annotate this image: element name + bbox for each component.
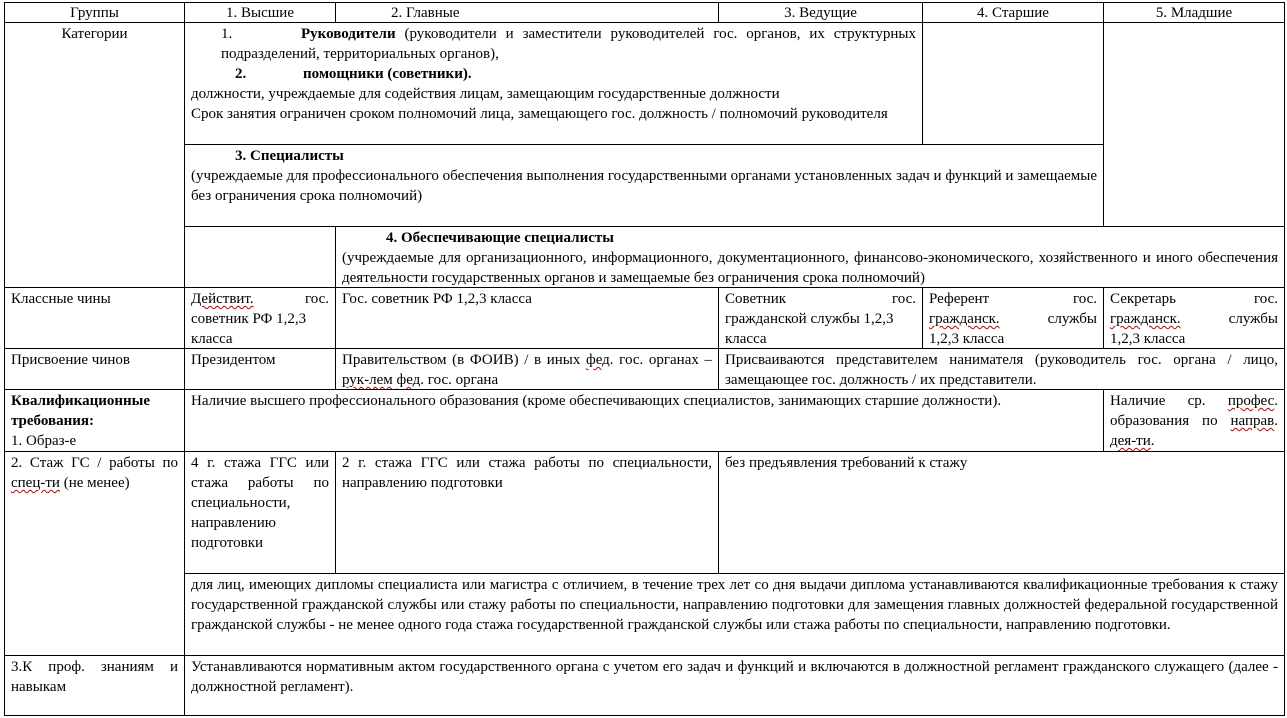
cat4-desc: (учреждаемые для организационного, информационного, документационного, финансово-экономического, хозяйственного и иного обеспечения деятельности государственных органов и замещаемые без ограничения срока полномочий) (342, 250, 1278, 286)
qual-label-sub: 1. Образ-е (11, 433, 77, 449)
category-managers-assistants (184, 22, 923, 145)
header-group-5: 5. Младшие (1103, 2, 1285, 23)
experience-label (4, 451, 185, 656)
category-support-specialists (335, 226, 1285, 288)
rank-g5-w4: службы (1228, 311, 1278, 327)
rank-g1-w2: гос. (304, 291, 329, 307)
experience-groups-3-5: без предъявления требований к стажу (718, 451, 1285, 574)
cat1-title: Руководители (301, 26, 396, 42)
exp-label-a: 2. Стаж ГС / работы по (11, 455, 178, 471)
assign-g2-fed1: фед (585, 352, 610, 368)
rank-g4-rest: 1,2,3 класса (929, 331, 1005, 347)
qual-secondary-education (1103, 389, 1285, 452)
categories-label: Категории (4, 22, 185, 288)
assign-group-2 (335, 348, 719, 390)
rank-g5-w3: гражданск. (1110, 311, 1181, 327)
qual-higher-education: Наличие высшего профессионального образования (кроме обеспечивающих специалистов, занимающих старшие должности). (184, 389, 1104, 452)
rank-g1-rest: советник РФ 1,2,3 класса (191, 311, 307, 347)
rank-g4-w2: гос. (1072, 291, 1097, 307)
assign-g2-fed2: фед (396, 372, 421, 388)
rank-g4-w1: Референт (929, 291, 990, 307)
qual-sec-naprav: направ (1230, 413, 1275, 429)
cat2-num: 2. (235, 66, 247, 82)
assign-g2-a: Правительством (в ФОИВ) / в иных (342, 352, 586, 368)
assign-label: Присвоение чинов (4, 348, 185, 390)
qual-education-label (4, 389, 185, 452)
assign-groups-3-5: Присваиваются представителем нанимателя (руководитель гос. органа / лицо, замещающее гос. должность / их представители. (718, 348, 1285, 390)
ranks-label: Классные чины (4, 287, 185, 349)
skills-text: Устанавливаются нормативным актом государственного органа с учетом его задач и функций и включаются в должностной регламент гражданского служащего (далее - должностной регламент). (184, 655, 1285, 716)
rank-g3-w1: Советник (725, 291, 787, 307)
rank-group-5 (1103, 287, 1285, 349)
qual-sec-c: . (1274, 413, 1278, 429)
rank-g4-w4: службы (1047, 311, 1097, 327)
cat3-desc: (учреждаемые для профессионального обеспечения выполнения государственными органами установленных задач и функций и замещаемые без ограничения срока полномочий) (191, 168, 1097, 204)
empty-cell-g4-cat (922, 22, 1104, 145)
exp-label-spec: спец-ти (11, 475, 60, 491)
cat1-num: 1. (221, 26, 233, 42)
empty-cell-g5-cat (1103, 22, 1285, 227)
header-group-4: 4. Старшие (922, 2, 1104, 23)
experience-diploma-note: для лиц, имеющих дипломы специалиста или магистра с отличием, в течение трех лет со дня выдачи диплома устанавливаются квалификационные требования к стажу государственной гражданской службы или стажу работы по специальности, направлению подготовки для замещения главных должностей федеральной государственной гражданской службы - не менее одного года стажа государственной гражданской службы или стажа работы по специальности, направлению подготовки. (184, 573, 1285, 656)
cat1-desc: (руководители и заместители руководителей гос. органов, их структурных подразделений, территориальных органов), (221, 26, 916, 62)
cat2-desc: должности, учреждаемые для содействия лицам, замещающим государственные должности (191, 86, 780, 102)
rank-g5-rest: 1,2,3 класса (1110, 331, 1186, 347)
header-group-3: 3. Ведущие (718, 2, 923, 23)
skills-label: 3.К проф. знаниям и навыкам (4, 655, 185, 716)
empty-cell-g1-support (184, 226, 336, 288)
assign-g2-d: . гос. органа (420, 372, 499, 388)
rank-group-2: Гос. советник РФ 1,2,3 класса (335, 287, 719, 349)
rank-g3-rest: гражданской службы 1,2,3 класса (725, 311, 894, 347)
assign-g2-b: . гос. органах – (609, 352, 712, 368)
rank-g1-w1: Действит. (191, 291, 254, 307)
rank-g4-w3: гражданск. (929, 311, 1000, 327)
rank-g5-w1: Секретарь (1110, 291, 1177, 307)
qual-sec-d: . (1150, 433, 1155, 449)
cat2-title: помощники (советники). (303, 66, 472, 82)
qual-sec-deya: дея-ти (1110, 433, 1151, 449)
qual-sec-prof: профес (1227, 393, 1275, 409)
rank-group-1 (184, 287, 336, 349)
qual-sec-a: Наличие ср. (1110, 393, 1228, 409)
cat4-title: 4. Обеспечивающие специалисты (386, 230, 614, 246)
header-group-1: 1. Высшие (184, 2, 336, 23)
qual-label-bold: Квалификационные требования: (11, 393, 151, 429)
qual-sec-b: . образования по (1110, 393, 1278, 429)
assign-g2-ruk: рук-лем (342, 372, 393, 388)
rank-g3-w2: гос. (891, 291, 916, 307)
header-group-2: 2. Главные (335, 2, 719, 23)
category-specialists (184, 144, 1104, 227)
exp-label-b: (не менее) (59, 475, 130, 491)
experience-group-1: 4 г. стажа ГГС или стажа работы по специальности, направлению подготовки (184, 451, 336, 574)
rank-g5-w2: гос. (1253, 291, 1278, 307)
cat3-title: 3. Специалисты (235, 148, 344, 164)
rank-group-3 (718, 287, 923, 349)
header-groups: Группы (4, 2, 185, 23)
rank-group-4 (922, 287, 1104, 349)
experience-group-2: 2 г. стажа ГГС или стажа работы по специальности, направлению подготовки (335, 451, 719, 574)
cat2-term: Срок занятия ограничен сроком полномочий лица, замещающего гос. должность / полномочий руководителя (191, 106, 888, 122)
assign-group-1: Президентом (184, 348, 336, 390)
